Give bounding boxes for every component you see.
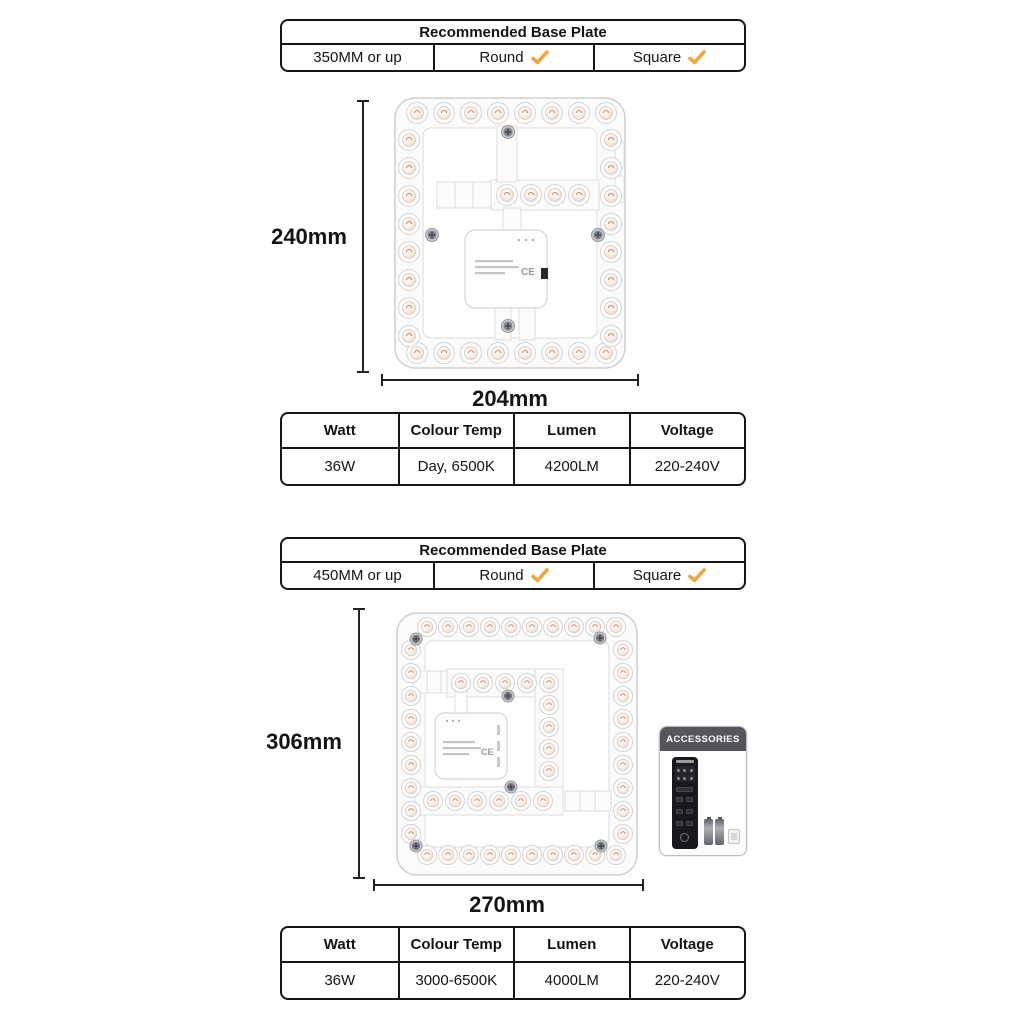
check-icon <box>688 568 706 583</box>
spec-header-cell: Lumen <box>513 414 629 449</box>
base-plate-round-cell <box>433 563 593 588</box>
spec-value-row <box>282 449 744 484</box>
check-icon <box>531 568 549 583</box>
base-plate-round-cell <box>433 45 593 70</box>
spec-header-cell: Watt <box>282 928 398 963</box>
spec-value-cell: 220-240V <box>629 449 745 484</box>
accessories-card <box>659 726 747 856</box>
remote-button <box>676 797 683 802</box>
height-dimension-label: 306mm <box>266 729 342 754</box>
base-plate-row <box>282 45 744 70</box>
spec-table-2 <box>280 926 746 1000</box>
remote-top-buttons <box>675 766 695 782</box>
base-plate-size-cell: 350MM or up <box>313 49 402 66</box>
remote-button <box>676 821 683 826</box>
width-dimension-line <box>381 379 639 381</box>
remote-brand-bar <box>676 760 694 763</box>
width-dimension-line <box>373 884 644 886</box>
remote-button <box>686 797 693 802</box>
battery-image <box>715 819 724 845</box>
led-module-photo-2 <box>391 607 655 881</box>
spec-header-cell: Colour Temp <box>398 414 514 449</box>
remote-button <box>676 809 683 814</box>
height-dimension-label: 240mm <box>271 224 347 249</box>
led-module-photo-1 <box>379 92 643 376</box>
remote-power-button <box>680 833 689 842</box>
spec-value-cell: 4200LM <box>513 449 629 484</box>
round-label: Round <box>479 49 524 66</box>
square-label: Square <box>632 567 682 584</box>
remote-button <box>686 809 693 814</box>
base-plate-title: Recommended Base Plate <box>282 539 744 563</box>
spec-table-1 <box>280 412 746 486</box>
spec-value-cell: 3000-6500K <box>398 963 514 998</box>
base-plate-table-1 <box>280 19 746 72</box>
spec-header-row <box>282 928 744 963</box>
base-plate-square-cell <box>593 45 744 70</box>
driver-box <box>435 713 507 779</box>
spec-header-cell: Colour Temp <box>398 928 514 963</box>
spec-header-row <box>282 414 744 449</box>
check-icon <box>688 50 706 65</box>
spec-value-row <box>282 963 744 998</box>
check-icon <box>531 50 549 65</box>
connector-port <box>541 268 548 279</box>
height-dimension-line <box>362 100 364 373</box>
remote-control-image <box>672 757 698 849</box>
spec-header-cell: Voltage <box>629 414 745 449</box>
accessories-body <box>660 751 746 855</box>
driver-box <box>465 230 548 308</box>
ce-mark: CE <box>481 747 494 757</box>
spec-value-cell: Day, 6500K <box>398 449 514 484</box>
round-label: Round <box>479 567 524 584</box>
width-dimension-label: 204mm <box>472 386 548 411</box>
spec-value-cell: 36W <box>324 458 356 475</box>
connector-image <box>728 829 740 844</box>
ce-mark: CE <box>521 267 535 278</box>
remote-button <box>686 821 693 826</box>
base-plate-size-cell: 450MM or up <box>313 567 402 584</box>
base-plate-square-cell <box>593 563 744 588</box>
height-dimension-line <box>358 608 360 879</box>
accessories-title: ACCESSORIES <box>660 727 746 751</box>
battery-image <box>704 819 713 845</box>
base-plate-table-2 <box>280 537 746 590</box>
spec-value-cell: 36W <box>324 972 356 989</box>
spec-value-cell: 220-240V <box>629 963 745 998</box>
spec-header-cell: Voltage <box>629 928 745 963</box>
width-dimension-label: 270mm <box>469 892 545 917</box>
base-plate-row <box>282 563 744 588</box>
spec-value-cell: 4000LM <box>513 963 629 998</box>
spec-header-cell: Lumen <box>513 928 629 963</box>
base-plate-title: Recommended Base Plate <box>282 21 744 45</box>
square-label: Square <box>632 49 682 66</box>
remote-button <box>676 787 693 792</box>
spec-header-cell: Watt <box>282 414 398 449</box>
